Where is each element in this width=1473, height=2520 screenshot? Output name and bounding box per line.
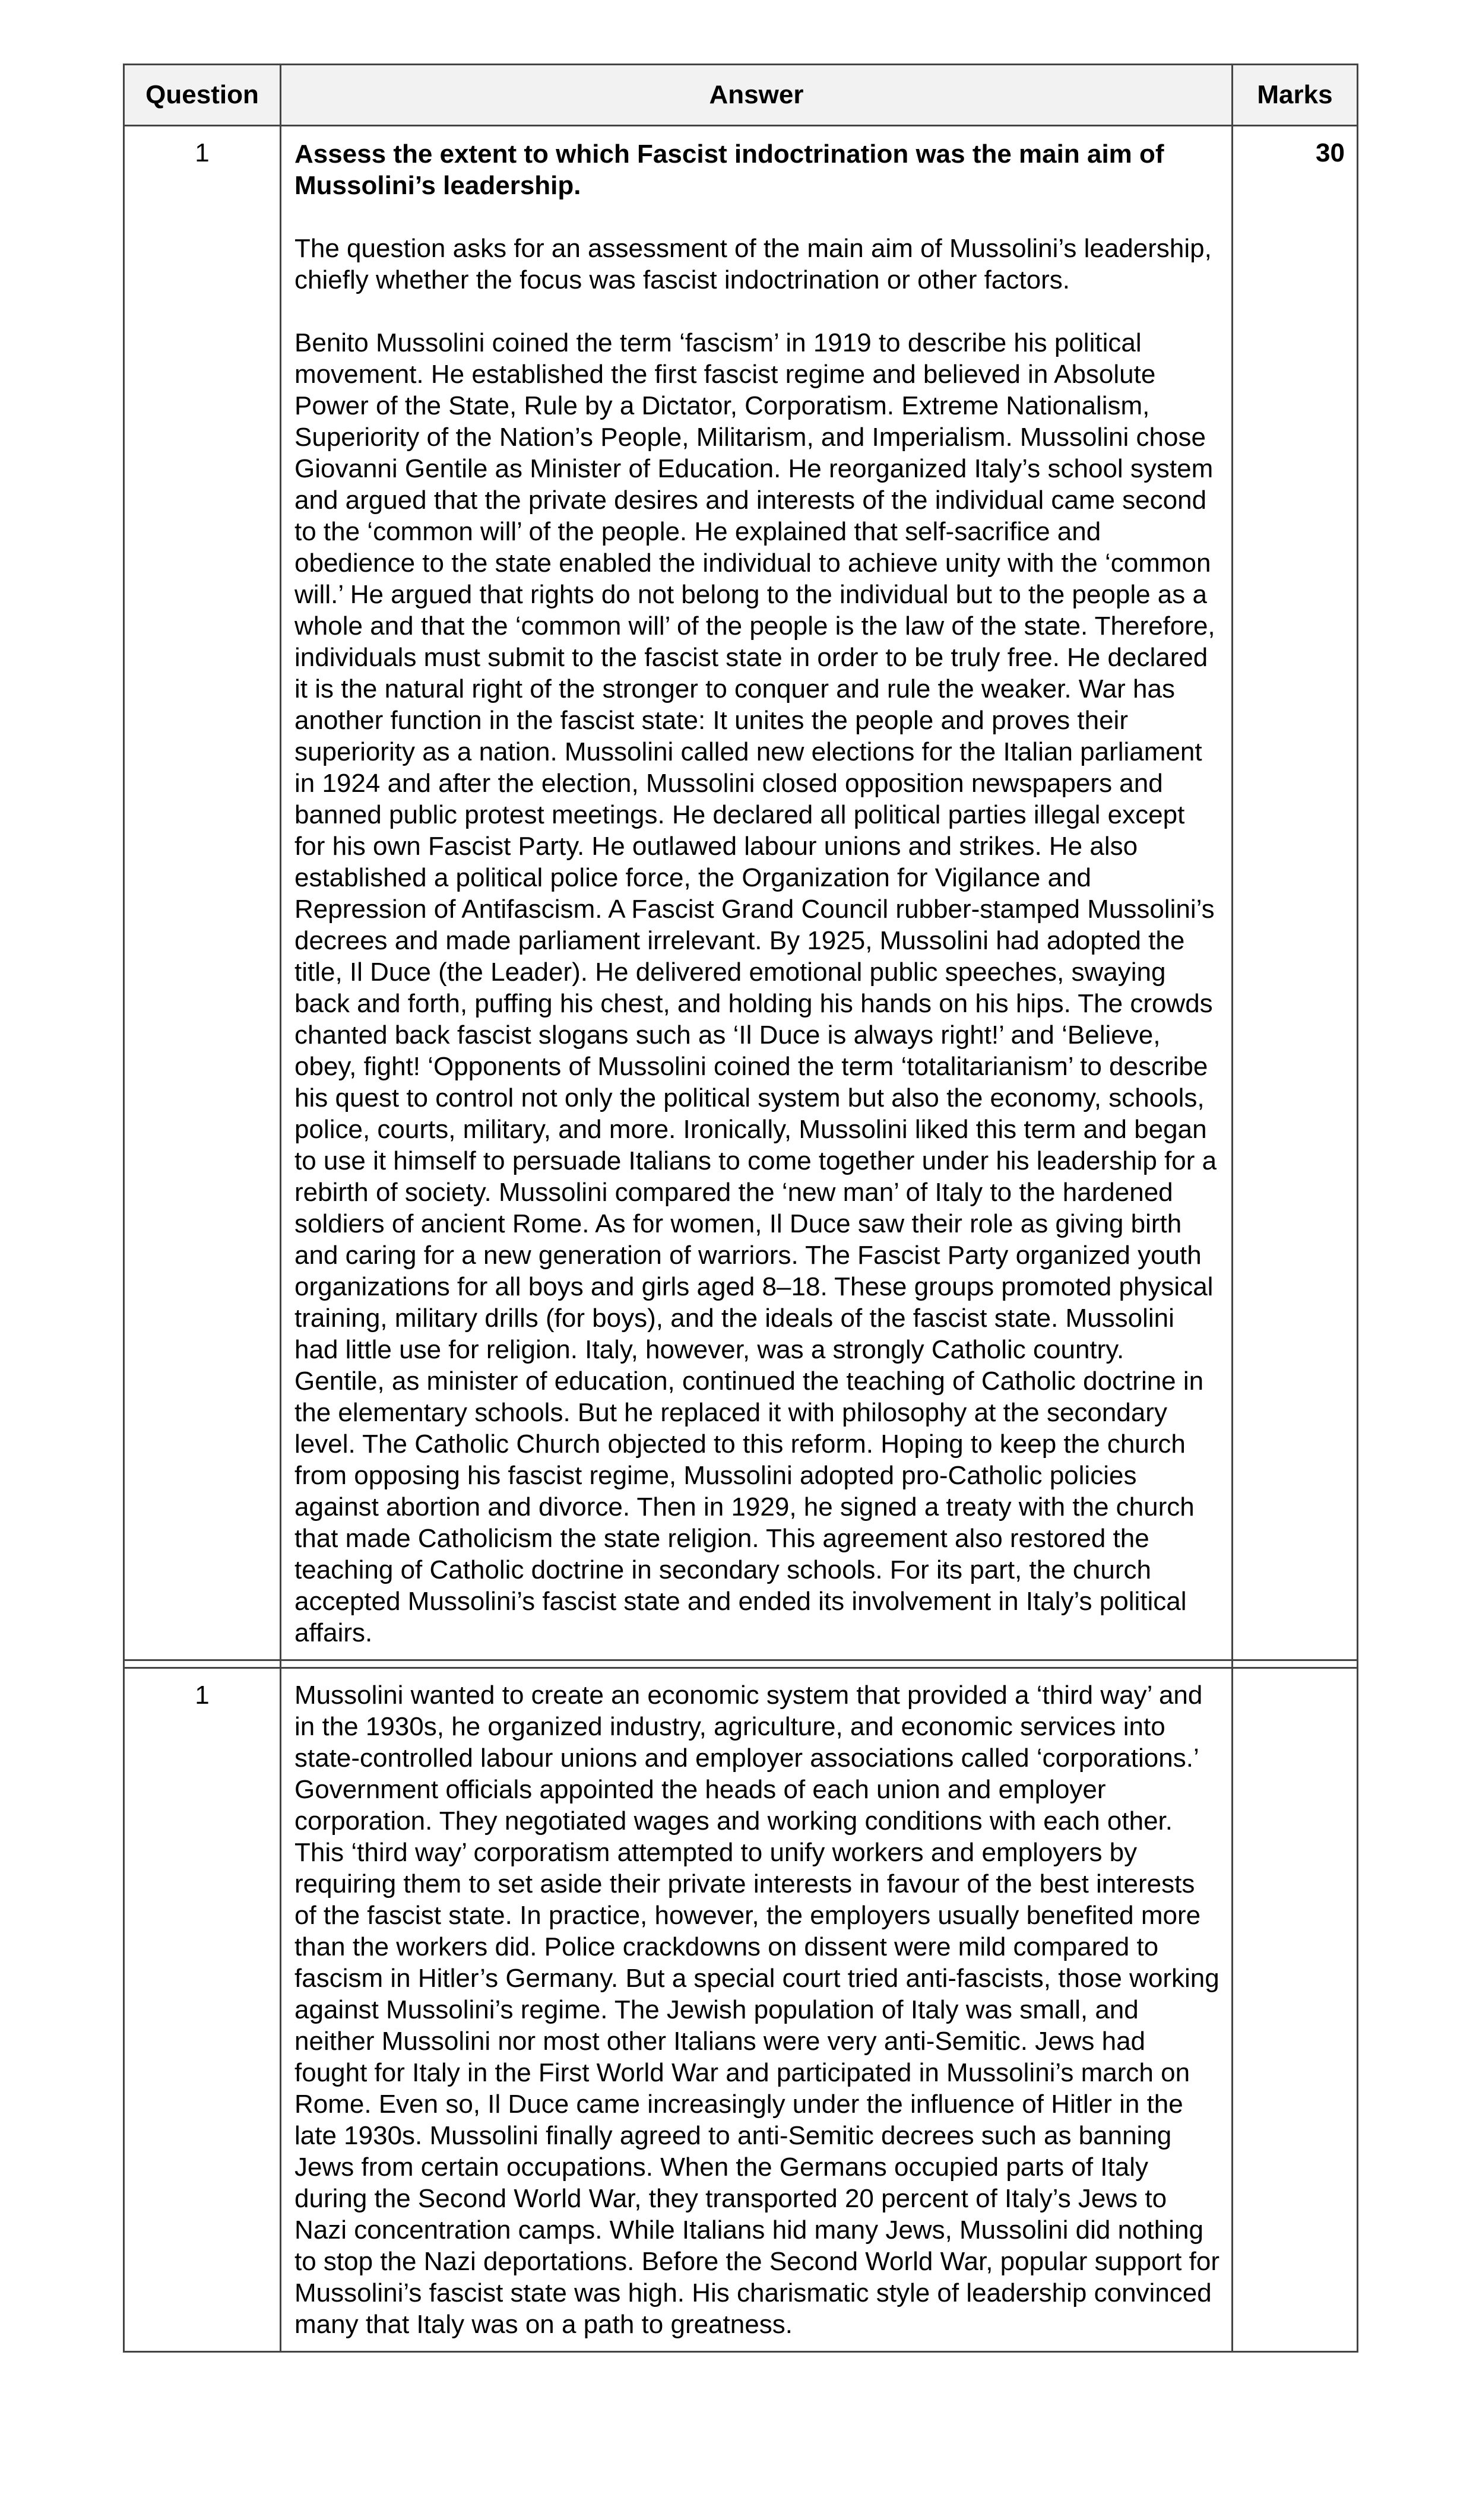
table-row <box>124 126 1358 1660</box>
answer-cell <box>281 1668 1233 2352</box>
answer-cell <box>281 126 1233 1660</box>
answer-body: Benito Mussolini coined the term ‘fascism’ in 1919 to describe his political movement. He established the first fascist regime and believed in Absolute Power of the State, Rule by a Dictator, Corporatism. Extreme Nationalism, Superiority of the Nation’s People, Militarism, and Imperialism. Mussolini chose Giovanni Gentile as Minister of Education. He reorganized Italy’s school system and argued that the private desires and interests of the individual came second to the ‘common will’ of the people. He explained that self-sacrifice and obedience to the state enabled the individual to achieve unity with the ‘common will.’ He argued that rights do not belong to the individual but to the people as a whole and that the ‘common will’ of the people is the law of the state. Therefore, individuals must submit to the fascist state in order to be truly free. He declared it is the natural right of the stronger to conquer and rule the weaker. War has another function in the fascist state: It unites the people and proves their superiority as a nation. Mussolini called new elections for the Italian parliament in 1924 and after the election, Mussolini closed opposition newspapers and banned public protest meetings. He declared all political parties illegal except for his own Fascist Party. He outlawed labour unions and strikes. He also established a political police force, the Organization for Vigilance and Repression of Antifascism. A Fascist Grand Council rubber-stamped Mussolini’s decrees and made parliament irrelevant. By 1925, Mussolini had adopted the title, Il Duce (the Leader). He delivered emotional public speeches, swaying back and forth, puffing his chest, and holding his hands on his hips. The crowds chanted back fascist slogans such as ‘Il Duce is always right!’ and ‘Believe, obey, fight! ‘Opponents of Mussolini coined the term ‘totalitarianism’ to describe his quest to control not only the political system but also the economy, schools, police, courts, military, and more. Ironically, Mussolini liked this term and began to use it himself to persuade Italians to come together under his leadership for a rebirth of society. Mussolini compared the ‘new man’ of Italy to the hardened soldiers of ancient Rome. As for women, Il Duce saw their role as giving birth and caring for a new generation of warriors. The Fascist Party organized youth organizations for all boys and girls aged 8–18. These groups promoted physical training, military drills (for boys), and the ideals of the fascist state. Mussolini had little use for religion. Italy, however, was a strongly Catholic country. Gentile, as minister of education, continued the teaching of Catholic doctrine in the elementary schools. But he replaced it with philosophy at the secondary level. The Catholic Church objected to this reform. Hoping to keep the church from opposing his fascist regime, Mussolini adopted pro-Catholic policies against abortion and divorce. Then in 1929, he signed a treaty with the church that made Catholicism the state religion. This agreement also restored the teaching of Catholic doctrine in secondary schools. For its part, the church accepted Mussolini’s fascist state and ended its involvement in Italy’s political affairs. <box>294 328 1217 1647</box>
marks-value <box>1233 1668 1358 2352</box>
answer-intro: The question asks for an assessment of the main aim of Mussolini’s leadership, chiefly whether the focus was fascist indoctrination or other factors. <box>294 234 1212 294</box>
header-marks: Marks <box>1233 65 1358 126</box>
separator-cell <box>124 1660 281 1668</box>
question-number: 1 <box>124 1668 281 2352</box>
header-row <box>124 65 1358 126</box>
separator-cell <box>281 1660 1233 1668</box>
question-text: Assess the extent to which Fascist indoctrination was the main aim of Mussolini’s leadership. <box>294 140 1164 200</box>
header-answer: Answer <box>281 65 1233 126</box>
table-header <box>124 65 1358 126</box>
question-number: 1 <box>124 126 281 1660</box>
mark-scheme-table <box>123 64 1358 2353</box>
separator-cell <box>1233 1660 1358 1668</box>
answer-body: Mussolini wanted to create an economic system that provided a ‘third way’ and in the 1930s, he organized industry, agriculture, and economic services into state-controlled labour unions and employer associations called ‘corporations.’ Government officials appointed the heads of each union and employer corporation. They negotiated wages and working conditions with each other. This ‘third way’ corporatism attempted to unify workers and employers by requiring them to set aside their private interests in favour of the best interests of the fascist state. In practice, however, the employers usually benefited more than the workers did. Police crackdowns on dissent were mild compared to fascism in Hitler’s Germany. But a special court tried anti-fascists, those working against Mussolini’s regime. The Jewish population of Italy was small, and neither Mussolini nor most other Italians were very anti-Semitic. Jews had fought for Italy in the First World War and participated in Mussolini’s march on Rome. Even so, Il Duce came increasingly under the influence of Hitler in the late 1930s. Mussolini finally agreed to anti-Semitic decrees such as banning Jews from certain occupations. When the Germans occupied parts of Italy during the Second World War, they transported 20 percent of Italy’s Jews to Nazi concentration camps. While Italians hid many Jews, Mussolini did nothing to stop the Nazi deportations. Before the Second World War, popular support for Mussolini’s fascist state was high. His charismatic style of leadership convinced many that Italy was on a path to greatness. <box>294 1681 1219 2339</box>
marks-value: 30 <box>1233 126 1358 1660</box>
table-row <box>124 1668 1358 2352</box>
header-question: Question <box>124 65 281 126</box>
row-separator <box>124 1660 1358 1668</box>
